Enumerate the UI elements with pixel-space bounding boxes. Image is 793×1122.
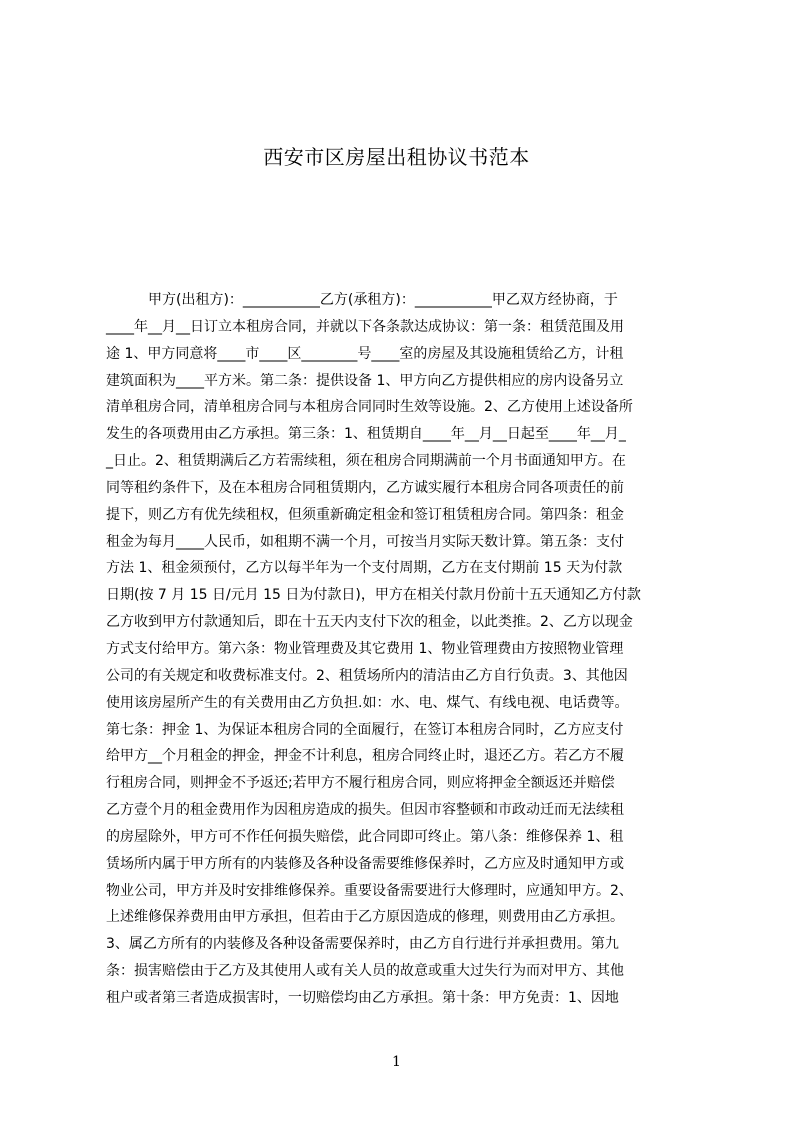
body-line: ____年__月__日订立本租房合同，并就以下各条款达成协议：第一条：租赁范围及用 [106, 318, 624, 335]
body-line: _日止。2、租赁期满后乙方若需续租，须在租房合同期满前一个月书面通知甲方。在 [106, 453, 626, 470]
body-line: 提下，则乙方有优先续租权，但须重新确定租金和签订租赁租房合同。第四条：租金 [106, 506, 624, 523]
body-line: 给甲方__个月租金的押金，押金不计利息，租房合同终止时，退还乙方。若乙方不履 [106, 748, 624, 765]
body-line: 的房屋除外，甲方可不作任何损失赔偿，此合同即可终止。第八条：维修保养 1、租 [106, 828, 624, 845]
body-line: 甲方(出租方)：___________乙方(承租方)：___________甲乙双方经协商，于 [106, 292, 618, 308]
body-line: 第七条：押金 1、为保证本租房合同的全面履行，在签订本租房合同时，乙方应支付 [106, 721, 624, 738]
body-line: 3、属乙方所有的内装修及各种设备需要保养时，由乙方自行进行并承担费用。第九 [106, 936, 619, 953]
page-number: 1 [392, 1054, 401, 1070]
body-line: 途 1、甲方同意将____市____区________号____室的房屋及其设施租赁给乙方，计租 [106, 345, 624, 362]
body-line: 方式支付给甲方。第六条：物业管理费及其它费用 1、物业管理费由方按照物业管理 [106, 640, 624, 657]
body-line: 发生的各项费用由乙方承担。第三条：1、租赁期自____年__月__日起至____年__月_ [106, 426, 626, 443]
body-line: 租户或者第三者造成损害时，一切赔偿均由乙方承担。第十条：甲方免责：1、因地 [106, 989, 619, 1006]
body-line: 赁场所内属于甲方所有的内装修及各种设备需要维修保养时，乙方应及时通知甲方或 [106, 855, 624, 872]
body-line: 方法 1、租金须预付，乙方以每半年为一个支付周期，乙方在支付期前 15 天为付款 [106, 560, 623, 577]
body-line: 使用该房屋所产生的有关费用由乙方负担.如：水、电、煤气、有线电视、电话费等。 [106, 694, 629, 711]
body-line: 物业公司，甲方并及时安排维修保养。重要设备需要进行大修理时，应通知甲方。2、 [106, 882, 633, 899]
body-line: 公司的有关规定和收费标准支付。2、租赁场所内的清洁由乙方自行负责。3、其他因 [106, 667, 628, 684]
body-line: 同等租约条件下，及在本租房合同租赁期内，乙方诚实履行本租房合同各项责任的前 [106, 479, 624, 496]
body-line: 租金为每月____人民币，如租期不满一个月，可按当月实际天数计算。第五条：支付 [106, 533, 624, 550]
document-title: 西安市区房屋出租协议书范本 [263, 145, 530, 169]
document-body [106, 287, 696, 1006]
body-line: 条：损害赔偿由于乙方及其使用人或有关人员的故意或重大过失行为而对甲方、其他 [106, 963, 624, 980]
body-line: 建筑面积为____平方米。第二条：提供设备 1、甲方向乙方提供相应的房内设备另立 [106, 372, 624, 389]
body-line: 清单租房合同，清单租房合同与本租房合同同时生效等设施。2、乙方使用上述设备所 [106, 399, 633, 416]
body-line: 乙方壹个月的租金费用作为因租房造成的损失。但因市容整顿和市政动迁而无法续租 [106, 802, 624, 819]
body-line: 乙方收到甲方付款通知后，即在十五天内支付下次的租金，以此类推。2、乙方以现金 [106, 614, 633, 631]
body-line: 上述维修保养费用由甲方承担，但若由于乙方原因造成的修理，则费用由乙方承担。 [106, 909, 624, 926]
body-line: 行租房合同，则押金不予返还;若甲方不履行租房合同，则应将押金全额返还并赔偿 [106, 775, 615, 792]
body-line: 日期(按 7 月 15 日/元月 15 日为付款日)，甲方在相关付款月份前十五天通知乙方付款 [106, 587, 641, 604]
